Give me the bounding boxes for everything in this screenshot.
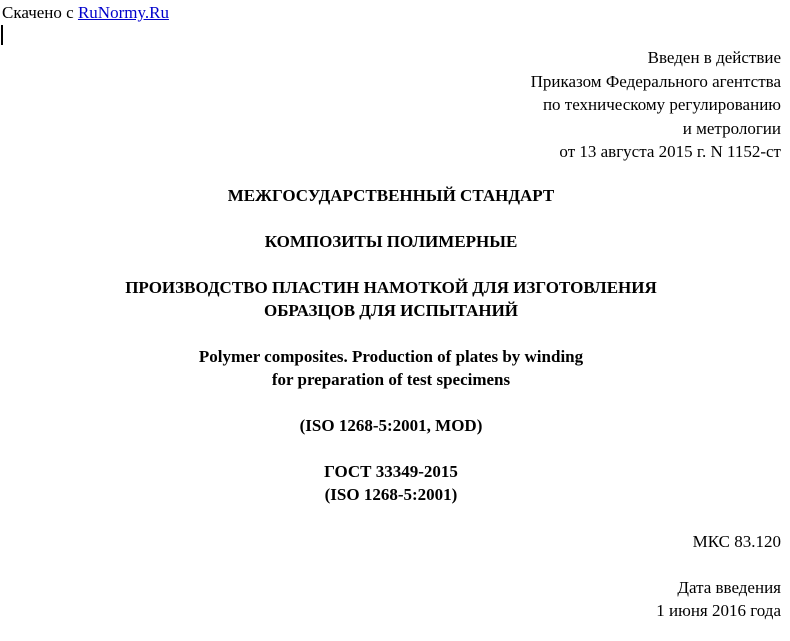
iso-reference: (ISO 1268-5:2001) [324,485,458,504]
source-line [2,3,169,23]
intro-line: по техническому регулированию [542,95,781,114]
title-en-line-1: Polymer composites. Production of plates by winding [198,347,584,366]
mks-code: МКС 83.120 [692,532,781,551]
introduction-date-label: Дата введения [677,578,781,597]
intro-line: Приказом Федерального агентства [530,71,781,91]
iso-mod-reference: (ISO 1268-5:2001, MOD) [299,416,483,435]
intro-line: от 13 августа 2015 г. N 1152-ст [559,142,781,161]
text-cursor [1,25,3,45]
standard-type-heading: МЕЖГОСУДАРСТВЕННЫЙ СТАНДАРТ [227,186,555,205]
source-link[interactable]: RuNormy.Ru [77,3,169,22]
intro-line: и метрологии [682,118,781,138]
title-en-line-2: for preparation of test specimens [271,370,511,389]
subject-heading: КОМПОЗИТЫ ПОЛИМЕРНЫЕ [264,232,518,251]
introduction-date-value: 1 июня 2016 года [656,601,781,620]
source-prefix: Скачено с [2,3,78,22]
intro-block [531,46,781,164]
intro-line: Введен в действие [647,48,781,67]
gost-number: ГОСТ 33349-2015 [324,462,458,481]
title-ru-line-1: ПРОИЗВОДСТВО ПЛАСТИН НАМОТКОЙ ДЛЯ ИЗГОТОВЛЕНИЯ [125,278,657,297]
title-ru-line-2: ОБРАЗЦОВ ДЛЯ ИСПЫТАНИЙ [263,301,519,320]
